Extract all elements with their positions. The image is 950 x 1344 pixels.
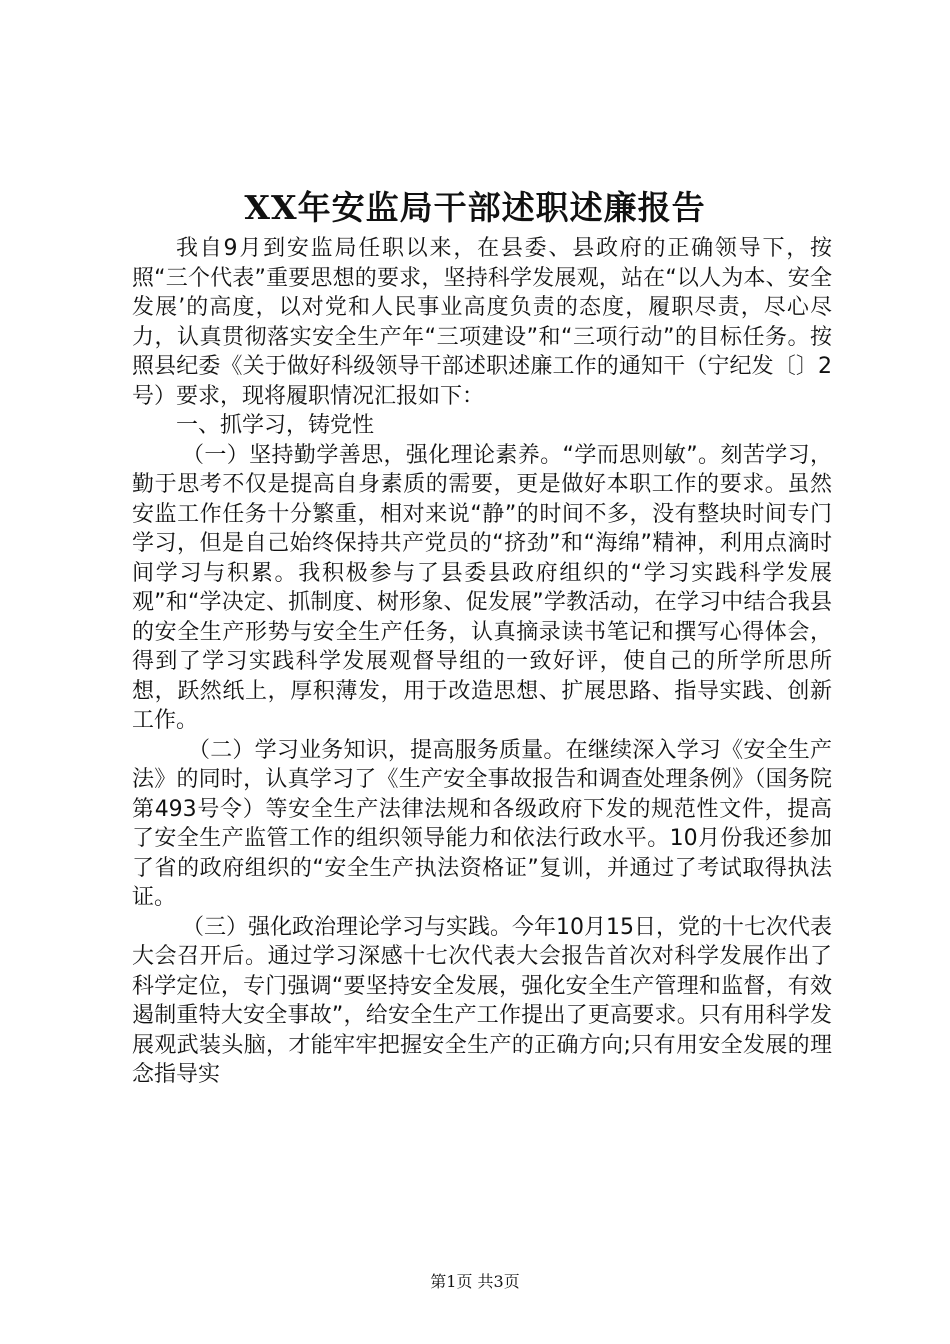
body-paragraph-intro: 我自9月到安监局任职以来，在县委、县政府的正确领导下，按照“三个代表”重要思想的要求，坚持科学发展观，站在“以人为本、安全发展’的高度，以对党和人民事业高度负责的态度，履职尽责，尽心尽力，认真贯彻落实安全生产年“三项建设”和“三项行动”的目标任务。按照县纪委《关于做好科级领导干部述职述廉工作的通知干（宁纪发〔〕2号）要求，现将履职情况汇报如下： [132,236,832,409]
page-footer: 第1页 共3页 [430,1272,520,1291]
section-heading-1: 一、抓学习，铸党性 [176,413,375,438]
body-paragraph-business: （二）学习业务知识，提高服务质量。在继续深入学习《安全生产法》的同时，认真学习了《生产安全事故报告和调查处理条例》（国务院第493号令）等安全生产法律法规和各级政府下发的规范性文件，提高了安全生产监管工作的组织领导能力和依法行政水平。10月份我还参加了省的政府组织的“安全生产执法资格证”复训，并通过了考试取得执法证。 [132,737,832,910]
body-paragraph-politics: （三）强化政治理论学习与实践。今年10月15日，党的十七次代表大会召开后。通过学习深感十七次代表大会报告首次对科学发展作出了科学定位，专门强调“要坚持安全发展，强化安全生产管理和监督，有效遏制重特大安全事故”，给安全生产工作提出了更高要求。只有用科学发展观武装头脑，才能牢牢把握安全生产的正确方向;只有用安全发展的理念指导实 [132,914,832,1087]
body-paragraph-study: （一）坚持勤学善思，强化理论素养。“学而思则敏”。刻苦学习，勤于思考不仅是提高自身素质的需要，更是做好本职工作的要求。虽然安监工作任务十分繁重，相对来说“静”的时间不多，没有整块时间专门学习，但是自己始终保持共产党员的“挤劲”和“海绵”精神，利用点滴时间学习与积累。我积极参与了县委县政府组织的“学习实践科学发展观”和“学决定、抓制度、树形象、促发展”学教活动，在学习中结合我县的安全生产形势与安全生产任务，认真摘录读书笔记和撰写心得体会，得到了学习实践科学发展观督导组的一致好评，使自己的所学所思所想，跃然纸上，厚积薄发，用于改造思想、扩展思路、指导实践、创新工作。 [132,442,832,733]
document-title: XX年安监局干部述职述廉报告 [244,188,706,227]
document-body [132,234,832,1090]
